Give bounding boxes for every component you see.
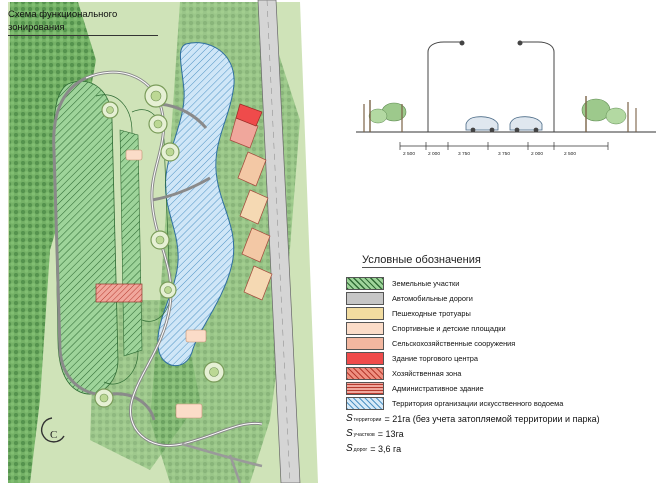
legend-label: Здание торгового центра: [392, 353, 479, 363]
dim-3: 3 750: [498, 152, 511, 157]
area-symbol: S: [346, 413, 353, 424]
dim-0: 2 500: [403, 152, 416, 157]
legend-swatch-admin-building: [346, 382, 384, 395]
legend-swatch-mall: [346, 352, 384, 365]
area-subscript: дорог: [353, 447, 368, 453]
legend-item: [346, 396, 656, 410]
area-symbol: S: [346, 428, 353, 439]
legend-title: Условные обозначения: [362, 254, 481, 266]
plan-title: Схема функционального зонирования: [8, 8, 158, 36]
dim-2: 3 750: [458, 152, 471, 157]
legend-swatch-utility-zone: [346, 367, 384, 380]
legend-label: Территория организации искусственного водоема: [392, 398, 564, 408]
legend-label: Автомобильные дороги: [392, 293, 473, 303]
area-row-roads: [346, 443, 656, 454]
area-subscript: участков: [353, 432, 375, 438]
utility-zone: [96, 284, 142, 302]
legend-swatch-water-area: [346, 397, 384, 410]
legend-swatch-agricultural: [346, 337, 384, 350]
legend-item: [346, 366, 656, 380]
legend-swatch-roads: [346, 292, 384, 305]
legend-label: Хозяйственная зона: [392, 368, 462, 378]
legend-item: [346, 276, 656, 290]
area-summary: [346, 413, 656, 458]
legend-swatch-playgrounds: [346, 322, 384, 335]
legend-item: [346, 351, 656, 365]
dim-1: 2 000: [428, 152, 441, 157]
legend-item: [346, 321, 656, 335]
area-value: = 3,6 га: [370, 444, 402, 454]
legend-label: Сельскохозяйственные сооружения: [392, 338, 516, 348]
legend-item: [346, 306, 656, 320]
street-section-drawing: [340, 4, 668, 169]
site-plan: [0, 0, 330, 483]
legend-item: [346, 336, 656, 350]
legend-swatch-sidewalks: [346, 307, 384, 320]
area-row-territory: [346, 413, 656, 424]
area-subscript: территории: [353, 417, 382, 423]
legend-label: Спортивные и детские площадки: [392, 323, 506, 333]
dim-4: 2 000: [531, 152, 544, 157]
legend-label: Земельные участки: [392, 278, 460, 288]
legend-item: [346, 291, 656, 305]
legend-item: [346, 381, 656, 395]
dim-5: 2 500: [564, 152, 577, 157]
area-value: = 21га (без учета затопляемой территории и парка): [384, 414, 600, 424]
area-value: = 13га: [377, 429, 404, 439]
area-row-plots: [346, 428, 656, 439]
legend-label: Административное здание: [392, 383, 484, 393]
legend: [346, 250, 656, 411]
legend-swatch-land-plots: [346, 277, 384, 290]
svg-text:С: С: [50, 429, 58, 441]
area-symbol: S: [346, 443, 353, 454]
legend-label: Пешеходные тротуары: [392, 308, 471, 318]
